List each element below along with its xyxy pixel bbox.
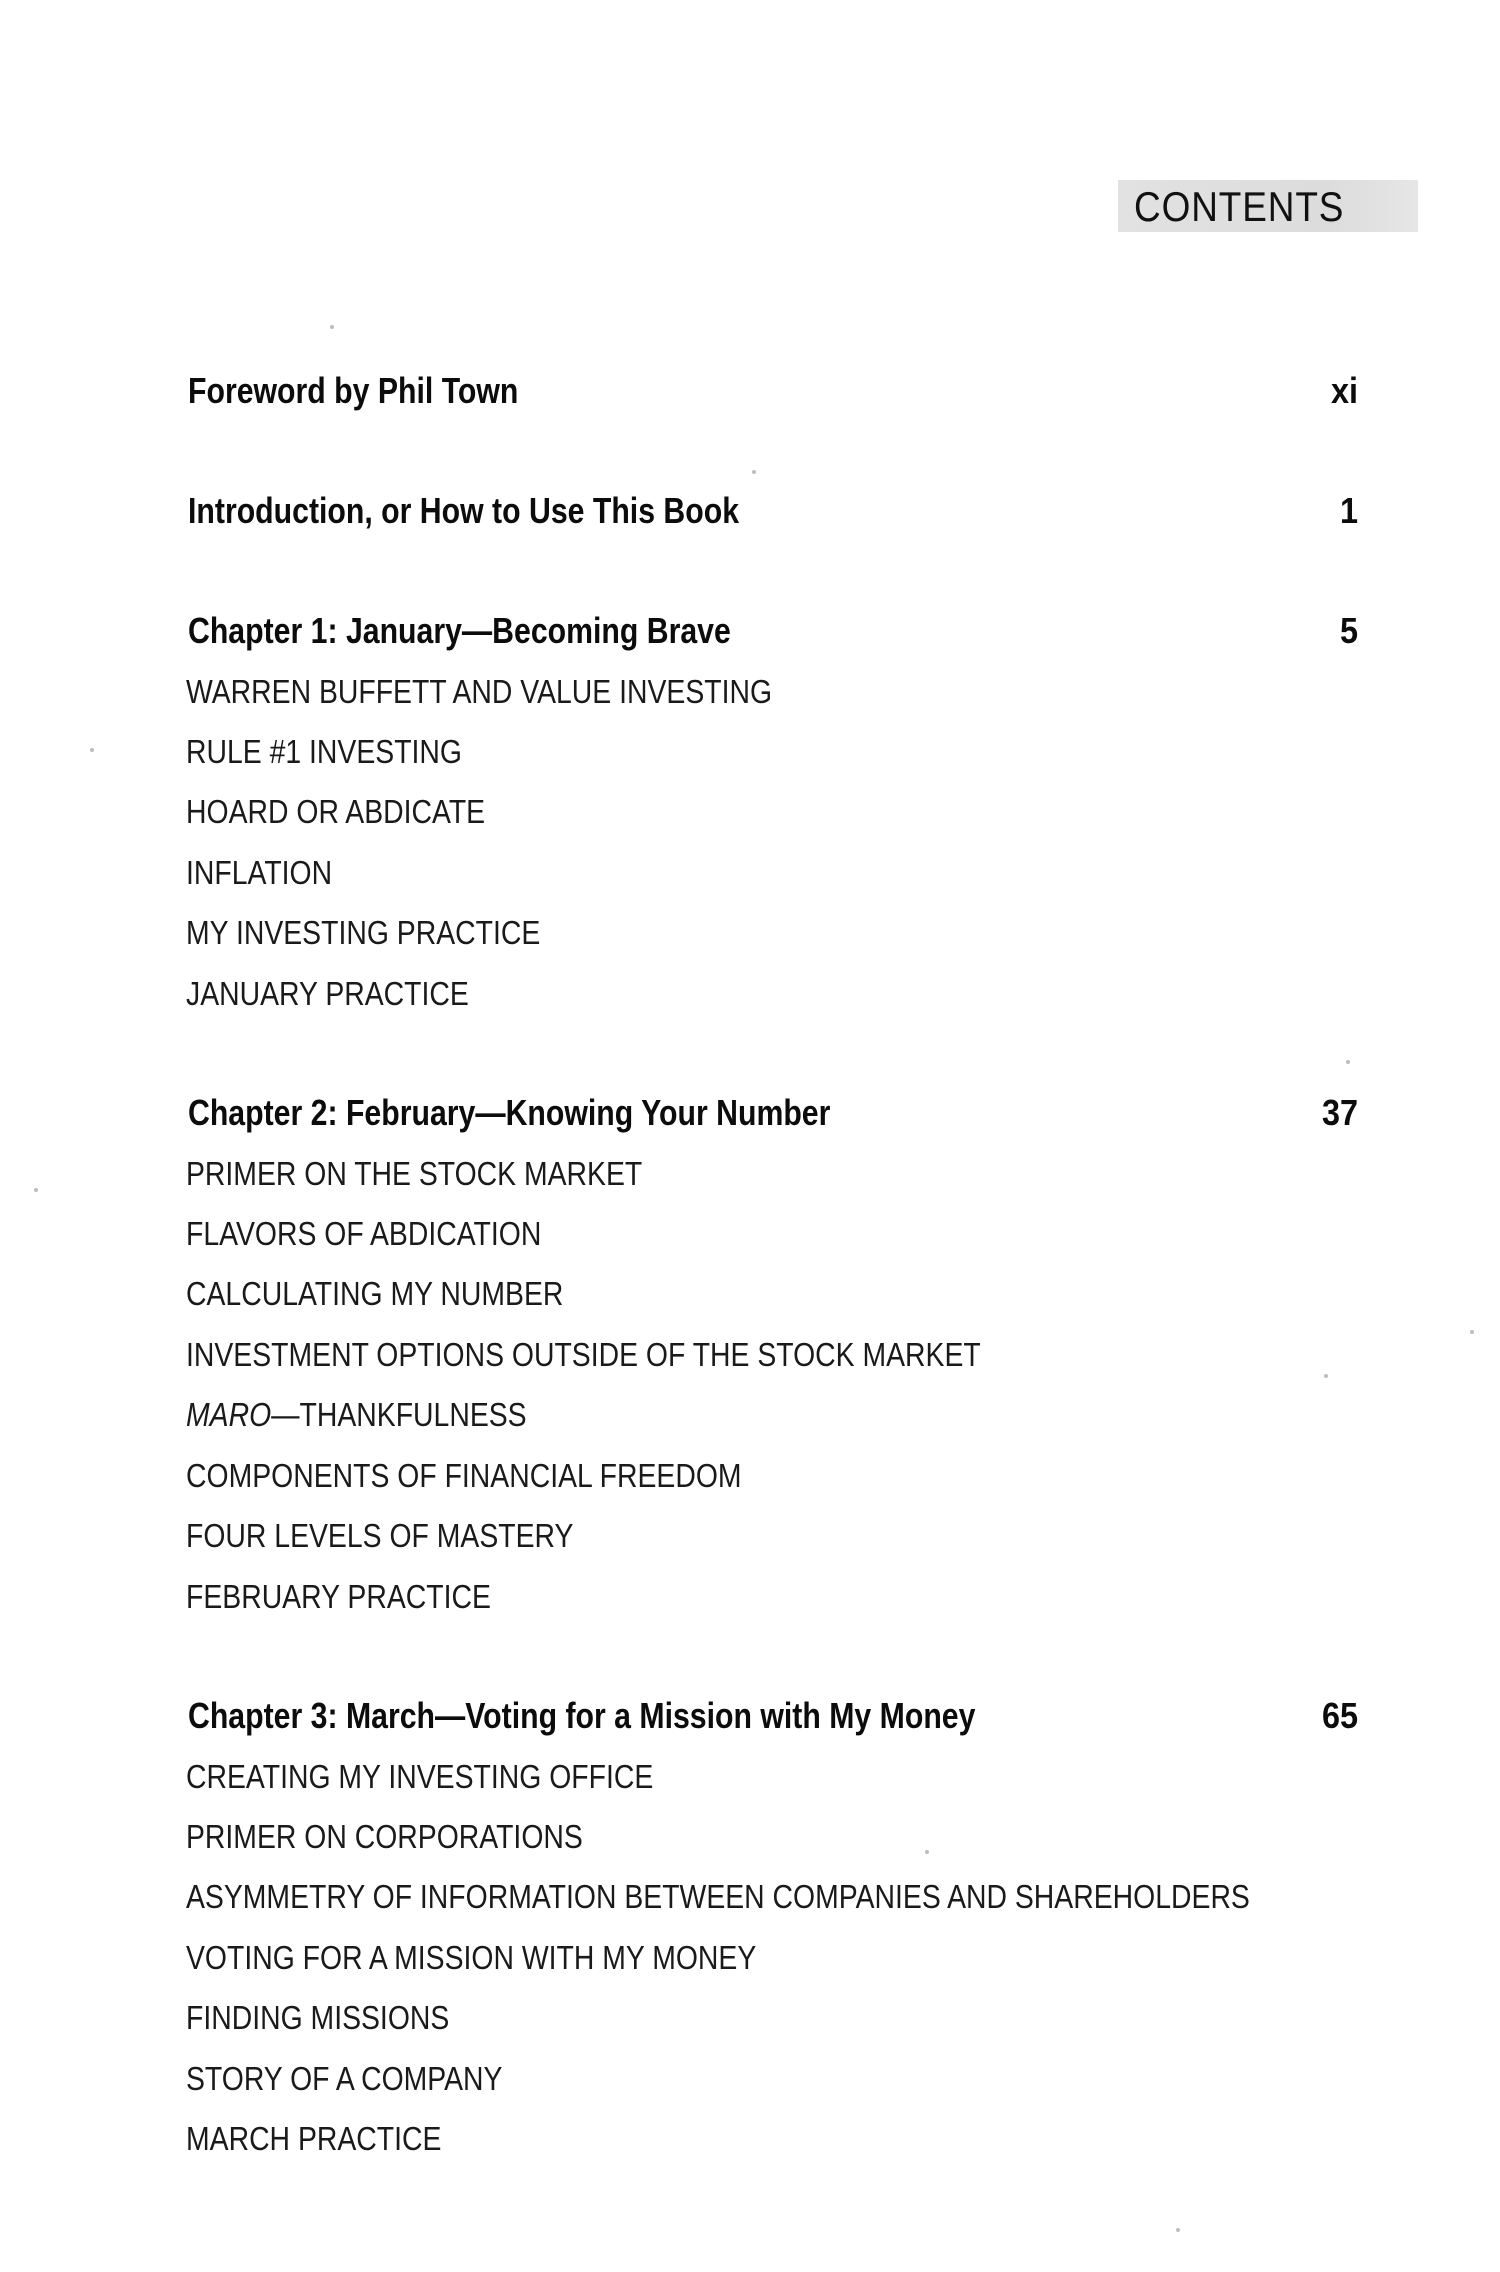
toc-section-rest: —THANKFULNESS [271, 1396, 527, 1433]
toc-section-italic-word: MARO [186, 1396, 272, 1433]
toc-entry-chapter-3[interactable] [188, 1693, 1358, 1743]
toc-entry-title: Chapter 2: February—Knowing Your Number [188, 1092, 831, 1133]
toc-section[interactable]: COMPONENTS OF FINANCIAL FREEDOM [186, 1457, 742, 1494]
toc-entry-introduction[interactable] [188, 488, 1358, 538]
scan-speck [330, 325, 334, 329]
toc-section[interactable]: WARREN BUFFETT AND VALUE INVESTING [186, 673, 773, 710]
toc-section[interactable]: FINDING MISSIONS [186, 1999, 450, 2036]
toc-entry-chapter-2[interactable] [188, 1090, 1358, 1140]
toc-section[interactable]: CALCULATING MY NUMBER [186, 1275, 564, 1312]
toc-section[interactable]: HOARD OR ABDICATE [186, 793, 486, 830]
toc-section[interactable]: JANUARY PRACTICE [186, 975, 469, 1012]
toc-section[interactable]: RULE #1 INVESTING [186, 733, 463, 770]
toc-section[interactable]: MARCH PRACTICE [186, 2120, 442, 2157]
toc-entry-title: Chapter 1: January—Becoming Brave [188, 610, 731, 651]
toc-entry-title: Chapter 3: March—Voting for a Mission with My Money [188, 1695, 976, 1736]
scan-speck [1176, 2228, 1180, 2232]
scan-speck [1324, 1374, 1328, 1378]
scan-speck [1470, 1330, 1474, 1334]
toc-section[interactable]: STORY OF A COMPANY [186, 2060, 503, 2097]
toc-section[interactable]: ASYMMETRY OF INFORMATION BETWEEN COMPANIES AND SHAREHOLDERS [186, 1878, 1250, 1915]
scan-speck [925, 1850, 929, 1854]
toc-section[interactable]: PRIMER ON CORPORATIONS [186, 1818, 583, 1855]
toc-entry-page: xi [1330, 370, 1358, 411]
toc-entry-foreword[interactable] [188, 368, 1358, 418]
toc-section[interactable]: FOUR LEVELS OF MASTERY [186, 1517, 574, 1554]
scan-speck [752, 470, 756, 474]
toc-section[interactable]: INVESTMENT OPTIONS OUTSIDE OF THE STOCK MARKET [186, 1336, 981, 1373]
contents-heading: CONTENTS [1134, 183, 1345, 230]
toc-section[interactable]: MY INVESTING PRACTICE [186, 914, 541, 951]
toc-entry-page: 65 [1321, 1695, 1358, 1736]
toc-section[interactable]: INFLATION [186, 854, 333, 891]
toc-section[interactable]: FEBRUARY PRACTICE [186, 1578, 491, 1615]
toc-entry-chapter-1[interactable] [188, 608, 1358, 658]
toc-section[interactable]: VOTING FOR A MISSION WITH MY MONEY [186, 1939, 757, 1976]
scan-speck [1346, 1060, 1350, 1064]
toc-entry-title: Introduction, or How to Use This Book [188, 490, 740, 531]
toc-entry-title: Foreword by Phil Town [188, 370, 519, 411]
scan-speck [90, 748, 94, 752]
toc-entry-page: 5 [1339, 610, 1358, 651]
contents-heading-box [1118, 180, 1418, 232]
toc-section[interactable]: PRIMER ON THE STOCK MARKET [186, 1155, 643, 1192]
toc-section[interactable]: CREATING MY INVESTING OFFICE [186, 1758, 654, 1795]
scan-speck [34, 1188, 38, 1192]
toc-section[interactable]: FLAVORS OF ABDICATION [186, 1215, 542, 1252]
toc-section-maro[interactable] [186, 1393, 527, 1437]
toc-entry-page: 37 [1321, 1092, 1358, 1133]
toc-entry-page: 1 [1339, 490, 1358, 531]
